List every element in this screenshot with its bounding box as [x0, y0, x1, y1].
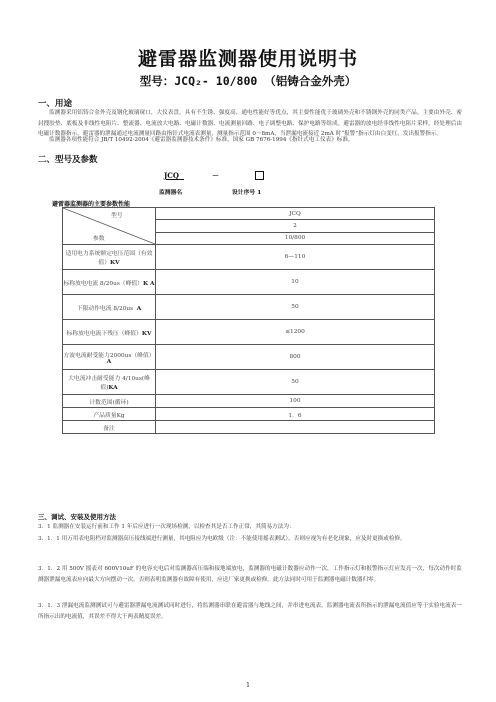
- row-label: 备注: [63, 421, 156, 434]
- section-heading-usage-method: 三、调试、安装及使用方法: [38, 513, 116, 521]
- row-label: 计数范围(循环): [63, 395, 156, 408]
- header-diagonal-cell: [63, 208, 156, 245]
- method-paragraph-4: 3．1．3 泄漏电流监测测试可与避雷器泄漏电流测试同时进行，将监测器串联在避雷器与地线之间，并串进电流表，监测器电流表所指示的泄漏电流值应等于实验电流表一所指示出的电流值，其误差不得大于两表精度误差。: [38, 603, 462, 620]
- row-value: 6—110: [156, 245, 435, 270]
- model-prefix: JCQ: [164, 171, 179, 180]
- row-value: 50: [156, 370, 435, 395]
- parameter-table: [62, 207, 435, 434]
- row-value: 800: [156, 345, 435, 370]
- row-value: 1．6: [156, 408, 435, 421]
- row-label: 标称放电电流下残压（峰值）KV: [63, 320, 156, 345]
- section-heading-usage: 一、用途: [38, 99, 73, 109]
- page-number: 1: [246, 682, 250, 689]
- document-title: 避雷器监测器使用说明书: [137, 48, 358, 70]
- row-label: 标称放电电流 8/20us（峰值）K A: [63, 270, 156, 295]
- method-paragraph-2: 3．1．1 用万用表电阻档对监测器高压接线端进行测量，其电阻应为电欧级（注：不能使用摇表测试），否则应视为有老化现象，应及时更换或检修。: [38, 536, 406, 542]
- row-value: [156, 421, 435, 434]
- model-box: [255, 171, 264, 180]
- row-label: 适用电力系统额定电压范围（有效值）KV: [63, 245, 156, 270]
- row-value: 50: [156, 295, 435, 320]
- header-param-label: 参数: [93, 236, 105, 242]
- label-monitor-name: 监测器名: [159, 190, 183, 196]
- method-paragraph-1: 3．1 监测器在安装运行前和工作 1 年后应进行一次现场检测，以检查其是否工作正常，其简易方法为：: [38, 524, 295, 530]
- row-value: 100: [156, 395, 435, 408]
- row-label: 方波电流耐受能力2000us（峰值）A: [63, 345, 156, 370]
- row-value: ≤1200: [156, 320, 435, 345]
- usage-paragraph-1: 监测器采用铝铸合金外壳及钢化玻璃窥口，大仪表盘。具有不生锈、强度高、通电性能好等优点，其主要性能优于玻璃外壳和不锈钢外壳的同类产品。主要由外壳、密封搜胶垫、底板及非线性电阻片、整流器、电流放大电路、电磁计数器、电流测量回路、电子调整电路、保护电路等组成。避雷器的放电经非线性电阻片采样，经处理后由电磁计数器指示，避雷器的泄漏通过电流测量回路由指针式电流表测量，测量指示范围 0～8mA，当泄漏电流接近 2mA 时“报警”指示灯由白变红，发出报警指示。: [38, 110, 462, 137]
- usage-paragraph-2: 监测器各项性能符合 JB/T 10492-2004《避雷器监测器技术条件》标准，国家 GB 7676-1994《指针式电工仪表》标准。: [49, 137, 354, 143]
- method-paragraph-3: 3．1．2 用 500V 摇表对 600V10uF 的电容充电后对监测器高压端和接地端放电，监测器的电磁计数器应动作一次，工作指示灯和报警指示灯应发亮一次，每次动作时监测器泄漏电流表应向最大方向摆动一次，否则表明监测器有故障有使用，应送厂家更换或检修。此方法同时可用于监测器电磁计数器归零。: [38, 566, 462, 583]
- header-type-label: 型号: [111, 213, 123, 219]
- row-value: 10: [156, 270, 435, 295]
- type-row-3: 10/800: [156, 232, 435, 244]
- row-label: 下限动作电流 8/20us A: [63, 295, 156, 320]
- table-title: 避雷器监测器的主要参数性能: [52, 201, 131, 208]
- type-row-2: 2: [156, 220, 435, 232]
- label-design-number: 设计序号 1: [232, 190, 262, 196]
- model-subtitle: 型号：JCQ₂- 10/800 （铝铸合金外壳）: [139, 74, 357, 88]
- model-underline: [166, 179, 184, 180]
- section-heading-model: 二、型号及参数: [38, 155, 98, 165]
- type-row-1: JCQ: [156, 208, 435, 220]
- diagonal-line: [63, 208, 155, 244]
- row-label: 产品质量Kg: [63, 408, 156, 421]
- row-label: 大电流冲击耐受能力 4/10us(峰值)KA: [63, 370, 156, 395]
- model-dash: －: [212, 171, 219, 180]
